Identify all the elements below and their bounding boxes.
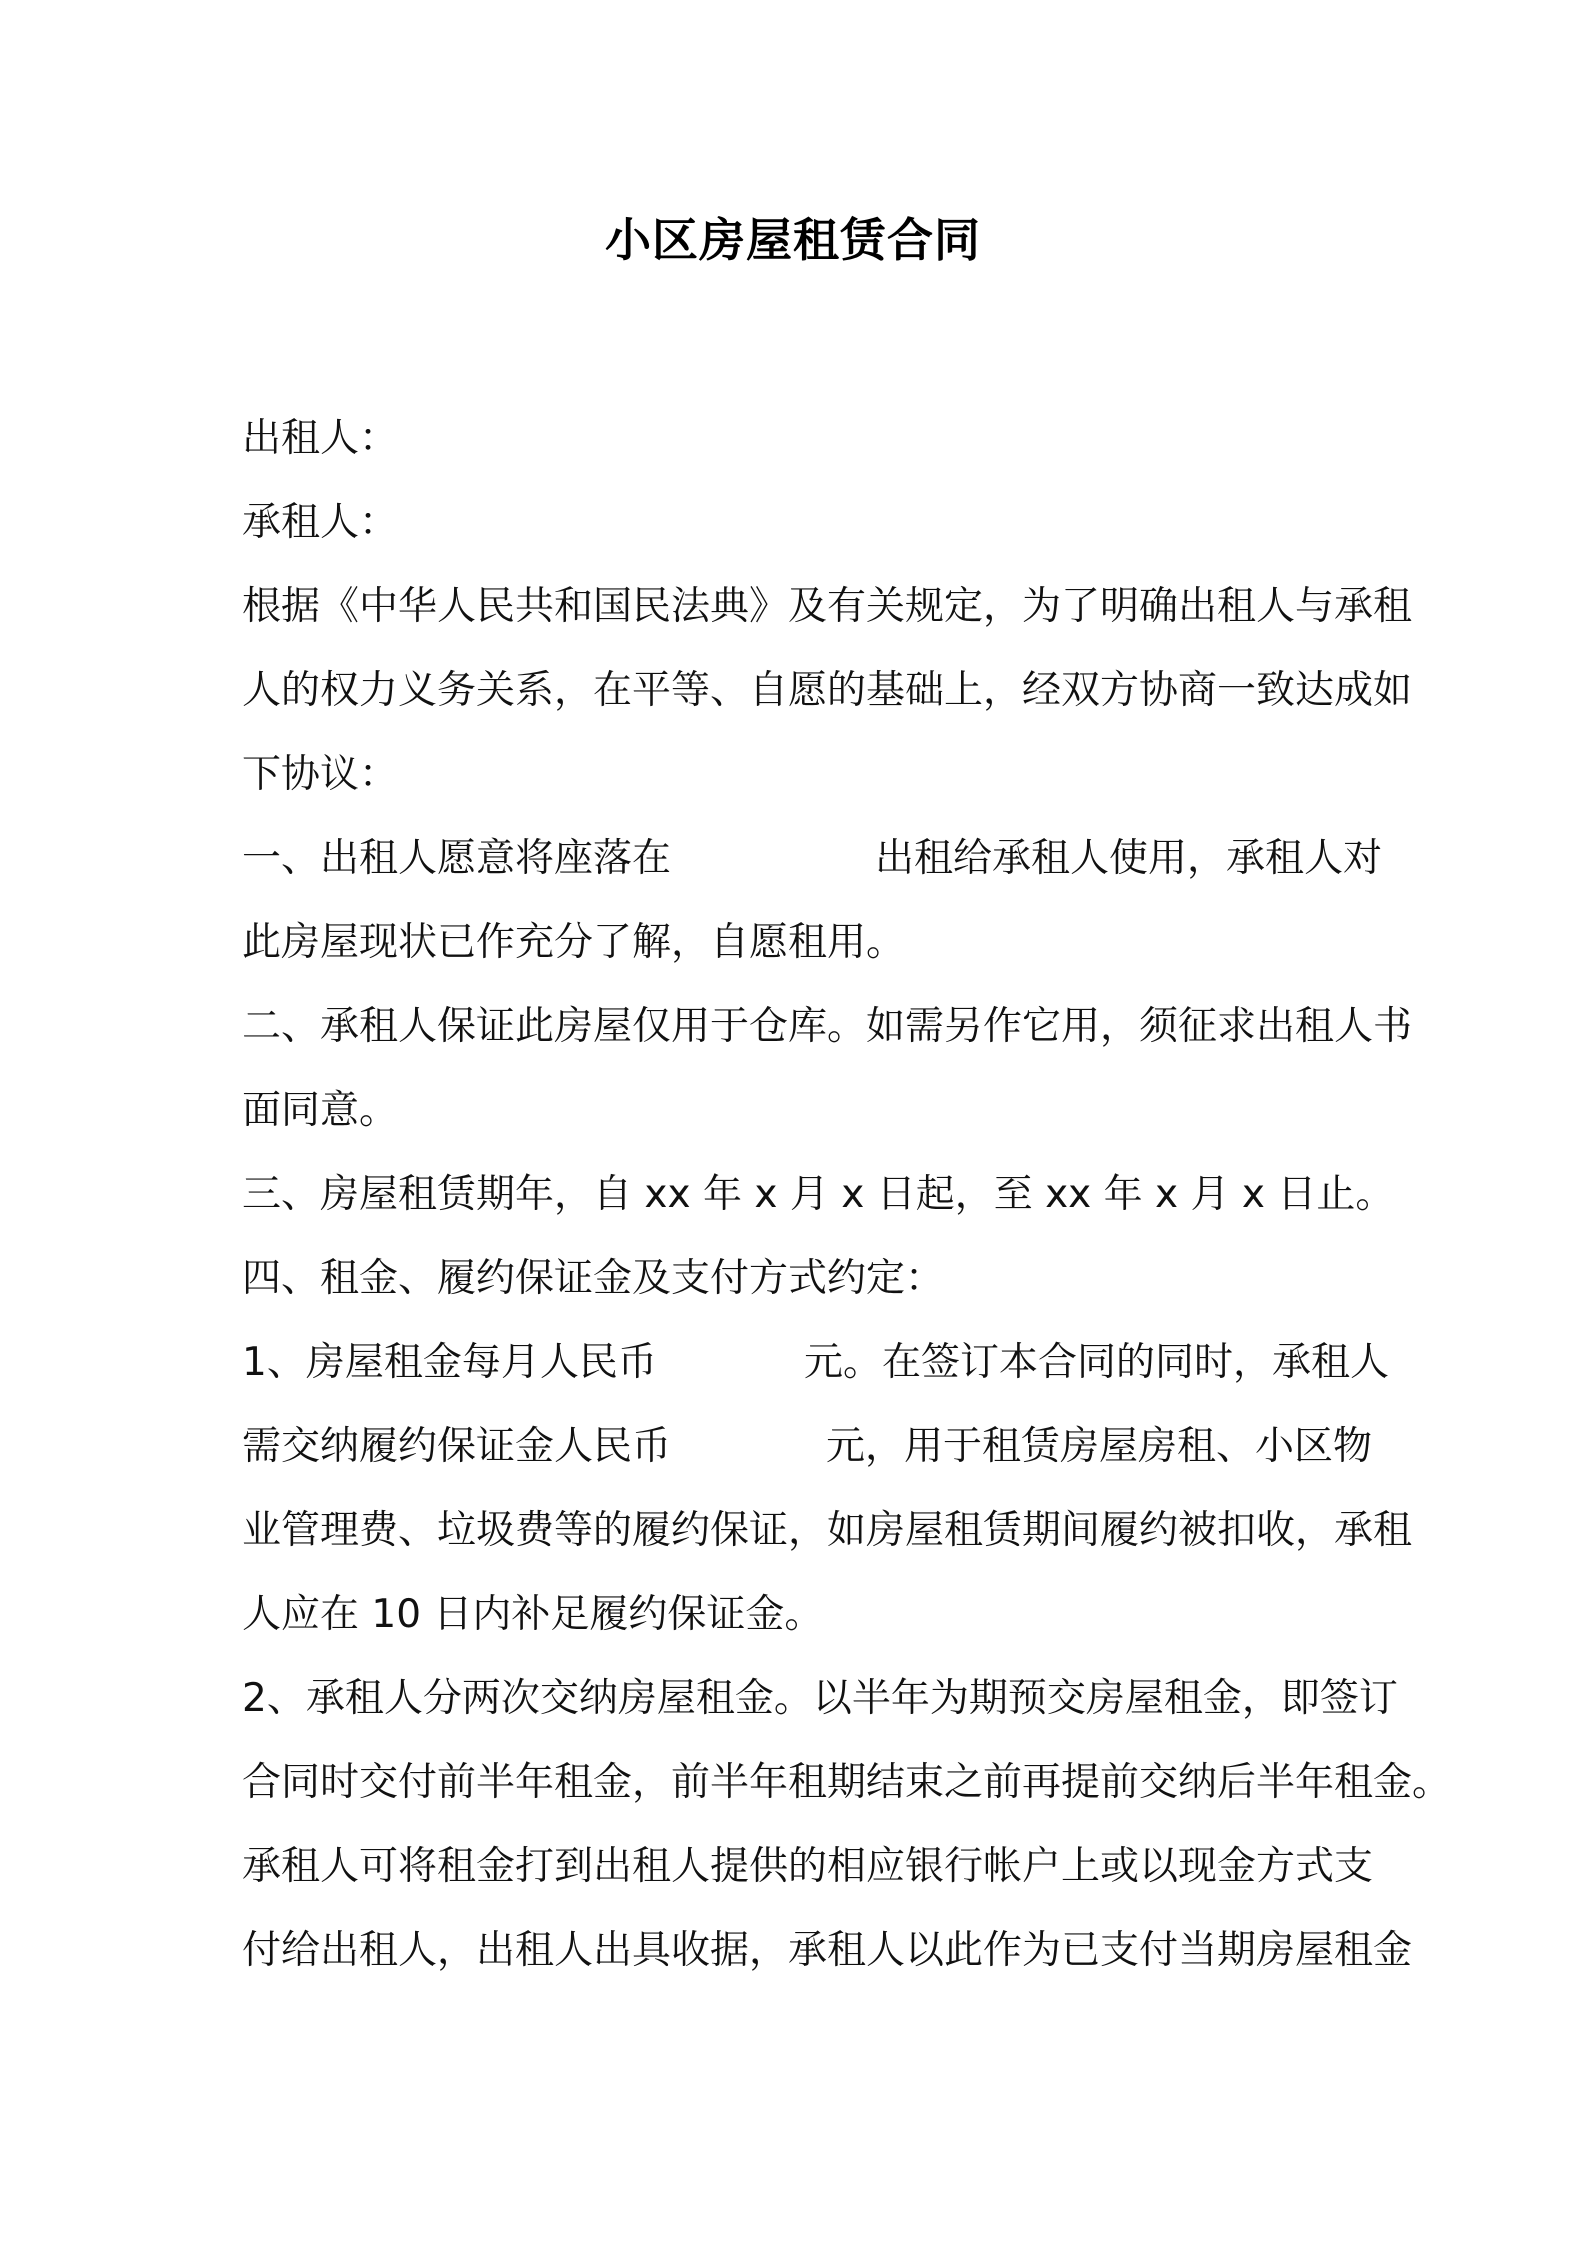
clause-4-2-line-4: 付给出租人，出租人出具收据，承租人以此作为已支付当期房屋租金	[242, 1928, 1413, 1973]
clause-1-part-a: 一、出租人愿意将座落在	[242, 836, 672, 881]
clause-4-1-line-2	[242, 1422, 1373, 1472]
clause-3-line: 三、房屋租赁期年，自 xx 年 x 月 x 日起，至 xx 年 x 月 x 日止。	[242, 1172, 1395, 1217]
clause-4-2-line-3: 承租人可将租金打到出租人提供的相应银行帐户上或以现金方式支	[242, 1844, 1374, 1889]
clause-1-part-b: 出租给承租人使用，承租人对	[875, 836, 1383, 881]
clause-4-1-part-d: 元，用于租赁房屋房租、小区物	[826, 1424, 1373, 1469]
clause-4-heading: 四、租金、履约保证金及支付方式约定：	[242, 1256, 945, 1301]
clause-2-line-2: 面同意。	[242, 1088, 399, 1133]
preamble-line-2: 人的权力义务关系，在平等、自愿的基础上，经双方协商一致达成如	[242, 668, 1413, 713]
clause-4-1-line-1	[242, 1338, 1390, 1388]
lessor-label: 出租人：	[242, 416, 399, 461]
clause-2-line-1: 二、承租人保证此房屋仅用于仓库。如需另作它用，须征求出租人书	[242, 1004, 1413, 1049]
preamble-line-3: 下协议：	[242, 752, 399, 797]
clause-4-1-line-4: 人应在 10 日内补足履约保证金。	[242, 1592, 824, 1637]
clause-4-1-part-a: 1、房屋租金每月人民币	[242, 1340, 657, 1385]
clause-1-line-1	[242, 834, 1383, 884]
contract-title: 小区房屋租赁合同	[605, 213, 981, 267]
clause-4-1-line-3: 业管理费、垃圾费等的履约保证，如房屋租赁期间履约被扣收，承租	[242, 1508, 1413, 1553]
preamble-line-1: 根据《中华人民共和国民法典》及有关规定，为了明确出租人与承租	[242, 584, 1413, 629]
clause-1-line-2: 此房屋现状已作充分了解，自愿租用。	[242, 920, 906, 965]
clause-4-1-part-b: 元。在签订本合同的同时，承租人	[804, 1340, 1390, 1385]
clause-4-2-line-2: 合同时交付前半年租金，前半年租期结束之前再提前交纳后半年租金。	[242, 1760, 1452, 1805]
lessee-label: 承租人：	[242, 500, 399, 545]
clause-4-1-part-c: 需交纳履约保证金人民币	[242, 1424, 672, 1469]
clause-4-2-line-1: 2、承租人分两次交纳房屋租金。以半年为期预交房屋租金，即签订	[242, 1676, 1398, 1721]
